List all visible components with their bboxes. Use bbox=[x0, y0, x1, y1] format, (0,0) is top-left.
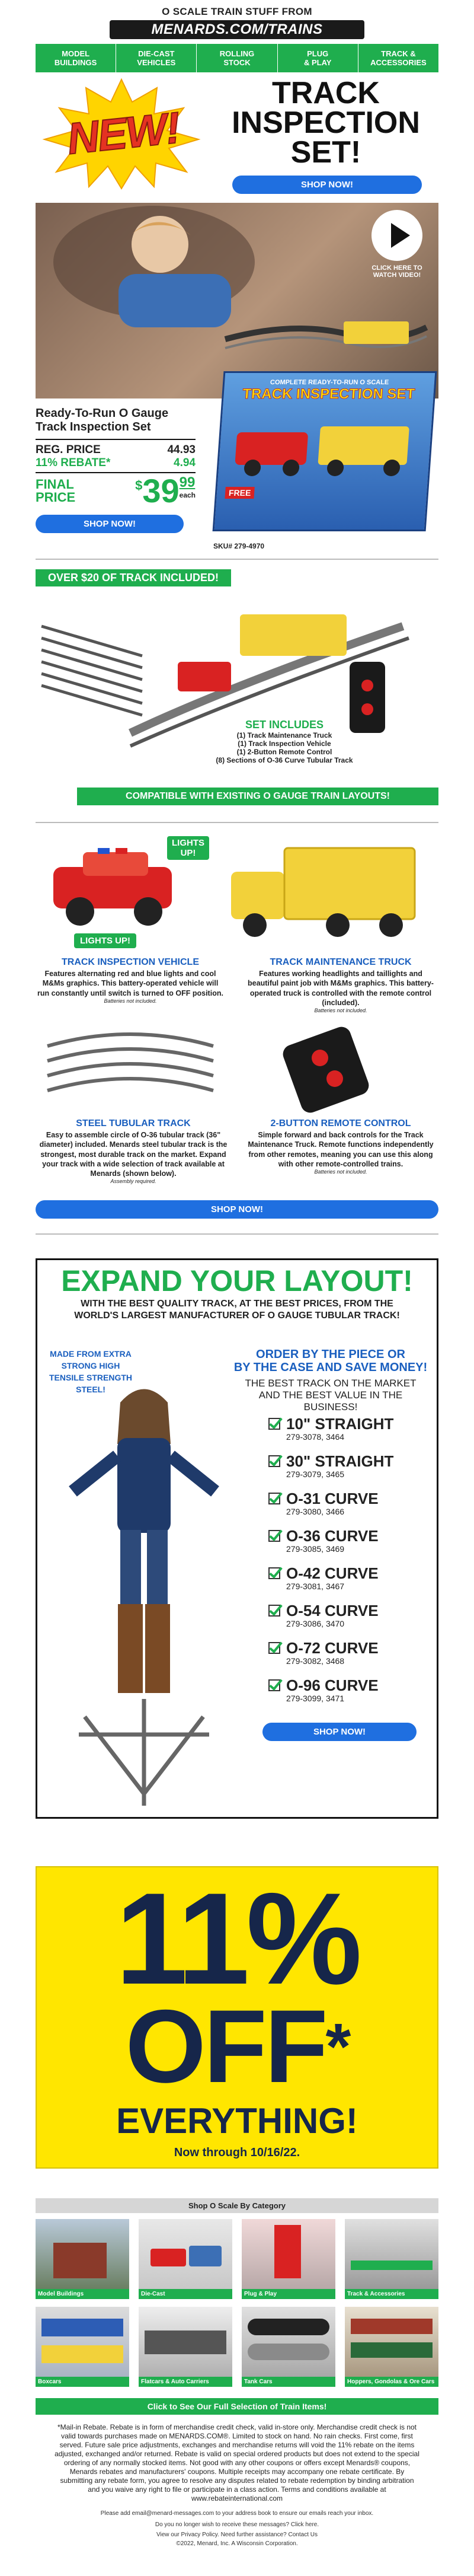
check-icon bbox=[268, 1605, 280, 1617]
maintenance-truck-note: Batteries not included. bbox=[314, 1008, 367, 1013]
product-name-l1: Ready-To-Run O Gauge bbox=[36, 407, 169, 420]
category-label: Track & Accessories bbox=[345, 2289, 438, 2299]
set-includes bbox=[213, 719, 356, 764]
category-tile[interactable] bbox=[242, 2307, 335, 2389]
address-book-note: Please add email@menard-messages.com to your address book to ensure our emails reach your inbox. bbox=[100, 2510, 374, 2517]
track-item[interactable]: O-31 CURVE 279-3080, 3466 bbox=[268, 1490, 428, 1528]
remote-control-info bbox=[243, 1118, 438, 1175]
track-items-list bbox=[268, 1415, 428, 1714]
track-item[interactable]: O-54 CURVE 279-3086, 3470 bbox=[268, 1602, 428, 1640]
box-free-badge: FREE bbox=[225, 487, 255, 499]
track-item[interactable]: O-96 CURVE 279-3099, 3471 bbox=[268, 1677, 428, 1714]
expand-title: EXPAND YOUR LAYOUT! bbox=[61, 1264, 413, 1297]
rebate-label: 11% REBATE* bbox=[36, 457, 111, 469]
remote-control-title: 2-BUTTON REMOTE CONTROL bbox=[270, 1118, 411, 1128]
category-tank-cars-image bbox=[242, 2307, 335, 2377]
box-top-text: COMPLETE READY-TO-RUN O SCALE bbox=[270, 379, 389, 386]
category-die-cast-image bbox=[139, 2219, 232, 2289]
remote-control-note: Batteries not included. bbox=[314, 1169, 367, 1175]
features-section bbox=[36, 827, 438, 1230]
maintenance-truck-desc: Features working headlights and taillights and beautiful paint job with M&Ms graphics. This battery-operated truck is controlled with the remote control (included). bbox=[248, 970, 434, 1007]
remote-control-image bbox=[273, 1022, 385, 1117]
inspection-vehicle-note: Batteries not included. bbox=[104, 997, 157, 1004]
category-label: Hoppers, Gondolas & Ore Cars bbox=[345, 2377, 438, 2387]
track-item[interactable]: O-36 CURVE 279-3085, 3469 bbox=[268, 1528, 428, 1565]
category-label: Model Buildings bbox=[36, 2289, 129, 2299]
category-header: Shop O Scale By Category bbox=[36, 2198, 438, 2213]
remote-control-desc: Simple forward and back controls for the Track Maintenance Truck. Remote functions independently from other remotes, meaning you can use this along with other remote-controlled trains. bbox=[248, 1131, 434, 1168]
category-tile[interactable] bbox=[242, 2219, 335, 2301]
category-label: Tank Cars bbox=[242, 2377, 335, 2387]
track-item[interactable]: O-42 CURVE 279-3081, 3467 bbox=[268, 1565, 428, 1602]
reg-price-label: REG. PRICE bbox=[36, 444, 101, 456]
tubular-track-note: Assembly required. bbox=[110, 1178, 156, 1185]
set-includes-item: (8) Sections of O-36 Curve Tubular Track bbox=[216, 756, 353, 764]
hero bbox=[36, 77, 438, 196]
set-section bbox=[36, 563, 438, 818]
check-icon bbox=[268, 1493, 280, 1504]
sale-through: Now through 10/16/22. bbox=[174, 2146, 300, 2159]
category-hoppers-image bbox=[345, 2307, 438, 2377]
check-icon bbox=[268, 1455, 280, 1467]
new-burst-text: NEW! bbox=[65, 103, 182, 164]
set-includes-item: (1) Track Inspection Vehicle bbox=[238, 739, 331, 748]
video-caption-l2: WATCH VIDEO! bbox=[373, 272, 421, 279]
category-tile[interactable] bbox=[139, 2219, 232, 2301]
tubular-track-info bbox=[36, 1118, 231, 1184]
woman-with-track-image bbox=[61, 1379, 227, 1806]
category-model-buildings-image bbox=[36, 2219, 129, 2289]
product-name-l2: Track Inspection Set bbox=[36, 420, 151, 433]
inspection-vehicle-desc: Features alternating red and blue lights and cool M&Ms graphics. This battery-operated vehicle will run constantly until switch is turned to OFF position. bbox=[37, 970, 223, 997]
nav-rolling-stock[interactable]: ROLLING STOCK bbox=[197, 44, 277, 72]
video-caption-l1: CLICK HERE TO bbox=[371, 264, 422, 272]
logo[interactable] bbox=[110, 20, 364, 39]
header bbox=[36, 0, 438, 72]
hero-title: TRACK INSPECTION SET! bbox=[232, 76, 420, 170]
maintenance-truck-info bbox=[243, 957, 438, 1013]
sale-banner[interactable] bbox=[36, 1866, 438, 2169]
check-icon bbox=[268, 1642, 280, 1654]
play-icon bbox=[371, 210, 422, 261]
lights-up-badge-2: LIGHTS UP! bbox=[74, 933, 136, 948]
category-tile[interactable] bbox=[36, 2307, 129, 2389]
category-section bbox=[36, 2198, 438, 2415]
best-text: THE BEST TRACK ON THE MARKET AND THE BEST VALUE IN THE BUSINESS! bbox=[245, 1378, 417, 1413]
reg-price: 44.93 bbox=[167, 444, 196, 456]
category-flatcars-image bbox=[139, 2307, 232, 2377]
category-tile[interactable] bbox=[139, 2307, 232, 2389]
box-vehicles-icon bbox=[222, 409, 428, 486]
category-label: Plug & Play bbox=[242, 2289, 335, 2299]
rebate-disclaimer: *Mail-in Rebate. Rebate is in form of merchandise credit check, valid in-store only. Merchandise credit check is not valid towards purchases made on MENARDS.COM®. Limited to stock on hand. No rain checks. First come, first served. Future sale price adjustments, exchanges and merchandise returns will void the 11% rebate on the items adjusted, exchanged and/or returned. Rebate is valid on special ordered products but does not extend to the special ordering of any normally stocked items. Not good with any other coupons or offers except Menards® coupons, Menards rebates and manufacturers' coupons. Multiple receipts may accompany one rebate certificate. By submitting any rebate form, you agree to resolve any disputes related to rebate redemption by binding arbitration and you waive any right to file or participate in a class action. Terms and conditions available at www.rebateinternational.com bbox=[55, 2423, 419, 2502]
category-tile[interactable] bbox=[345, 2307, 438, 2389]
track-item[interactable]: O-72 CURVE 279-3082, 3468 bbox=[268, 1640, 428, 1677]
privacy-link[interactable]: View our Privacy Policy. Need further assistance? Contact Us bbox=[156, 2532, 318, 2538]
track-item[interactable]: 10" STRAIGHT 279-3078, 3464 bbox=[268, 1415, 428, 1453]
product-info bbox=[36, 379, 438, 555]
tubular-track-title: STEEL TUBULAR TRACK bbox=[76, 1118, 191, 1128]
features-shop-now-button[interactable]: SHOP NOW! bbox=[36, 1200, 438, 1219]
nav-plug-play[interactable]: PLUG & PLAY bbox=[278, 44, 358, 72]
hero-shop-now-button[interactable]: SHOP NOW! bbox=[232, 176, 422, 194]
unsubscribe-link[interactable]: Do you no longer wish to receive these messages? Click here. bbox=[155, 2521, 319, 2528]
inspection-vehicle-info bbox=[36, 957, 225, 1004]
price-table bbox=[36, 439, 196, 508]
check-icon bbox=[268, 1567, 280, 1579]
category-label: Boxcars bbox=[36, 2377, 129, 2387]
email-container bbox=[36, 0, 438, 2547]
order-text: ORDER BY THE PIECE OR BY THE CASE AND SAVE MONEY! bbox=[233, 1348, 428, 1374]
category-boxcars-image bbox=[36, 2307, 129, 2377]
box-title: TRACK INSPECTION SET bbox=[242, 386, 416, 402]
made-from-text: MADE FROM EXTRA STRONG HIGH TENSILE STRENGTH STEEL! bbox=[49, 1349, 133, 1394]
check-icon bbox=[268, 1418, 280, 1430]
tubular-track-desc: Easy to assemble circle of O-36 tubular track (36" diameter) included. Menards steel tubular track is the strongest, most durable track on the market. Expand your track with a wide selection of track available at Menards (shown below). bbox=[39, 1131, 228, 1178]
inspection-vehicle-title: TRACK INSPECTION VEHICLE bbox=[61, 957, 199, 967]
sale-percent: 11% bbox=[115, 1866, 359, 2011]
tubular-track-image bbox=[41, 1022, 219, 1111]
product-box-image[interactable] bbox=[213, 371, 438, 555]
final-price: $ 39 99 each bbox=[135, 472, 196, 509]
product-pricing bbox=[36, 395, 196, 555]
final-price-label: FINAL PRICE bbox=[36, 477, 76, 505]
expand-layout-section bbox=[36, 1258, 438, 1819]
track-item[interactable]: 30" STRAIGHT 279-3079, 3465 bbox=[268, 1453, 428, 1490]
copyright: ©2022, Menard, Inc. A Wisconsin Corporation. bbox=[176, 2540, 298, 2547]
category-tile[interactable] bbox=[36, 2219, 129, 2301]
category-grid bbox=[36, 2219, 438, 2389]
category-nav bbox=[36, 44, 438, 72]
product-photo[interactable] bbox=[36, 203, 438, 398]
category-label: Die-Cast bbox=[139, 2289, 232, 2299]
full-selection-button[interactable]: Click to See Our Full Selection of Train Items! bbox=[36, 2398, 438, 2415]
footer bbox=[36, 2423, 438, 2547]
category-tile[interactable] bbox=[345, 2219, 438, 2301]
lights-up-badge-1: LIGHTS UP! bbox=[167, 836, 209, 860]
nav-model-buildings[interactable]: MODEL BUILDINGS bbox=[36, 44, 116, 72]
expand-shop-now-button[interactable]: SHOP NOW! bbox=[262, 1723, 417, 1741]
compatible-banner: COMPATIBLE WITH EXISTING O GAUGE TRAIN LAYOUTS! bbox=[77, 788, 438, 805]
nav-die-cast[interactable]: DIE-CAST VEHICLES bbox=[116, 44, 197, 72]
track-included-banner: OVER $20 OF TRACK INCLUDED! bbox=[36, 569, 231, 586]
sale-off: OFF* bbox=[125, 1989, 349, 2105]
set-includes-item: (1) Track Maintenance Truck bbox=[236, 731, 332, 739]
check-icon bbox=[268, 1530, 280, 1542]
sale-everything: EVERYTHING! bbox=[116, 2101, 358, 2141]
sku-text: SKU# 279-4970 bbox=[213, 542, 265, 550]
check-icon bbox=[268, 1679, 280, 1691]
category-track-image bbox=[345, 2219, 438, 2289]
category-plug-play-image bbox=[242, 2219, 335, 2289]
set-includes-item: (1) 2-Button Remote Control bbox=[236, 748, 332, 756]
header-tagline: O SCALE TRAIN STUFF FROM bbox=[162, 6, 312, 17]
rebate-amount: 4.94 bbox=[174, 457, 196, 469]
maintenance-truck-image bbox=[219, 836, 427, 949]
maintenance-truck-title: TRACK MAINTENANCE TRUCK bbox=[270, 957, 412, 967]
category-label: Flatcars & Auto Carriers bbox=[139, 2377, 232, 2387]
logo-text: MENARDS.COM/TRAINS bbox=[151, 21, 323, 37]
product-shop-now-button[interactable]: SHOP NOW! bbox=[36, 515, 184, 533]
expand-subtitle: WITH THE BEST QUALITY TRACK, AT THE BEST PRICES, FROM THE WORLD'S LARGEST MANUFACTURER OF O GAUGE TUBULAR TRACK! bbox=[74, 1299, 400, 1321]
play-video-button[interactable] bbox=[369, 210, 425, 279]
set-includes-title: SET INCLUDES bbox=[245, 719, 324, 731]
nav-track-accessories[interactable]: TRACK & ACCESSORIES bbox=[370, 49, 427, 67]
